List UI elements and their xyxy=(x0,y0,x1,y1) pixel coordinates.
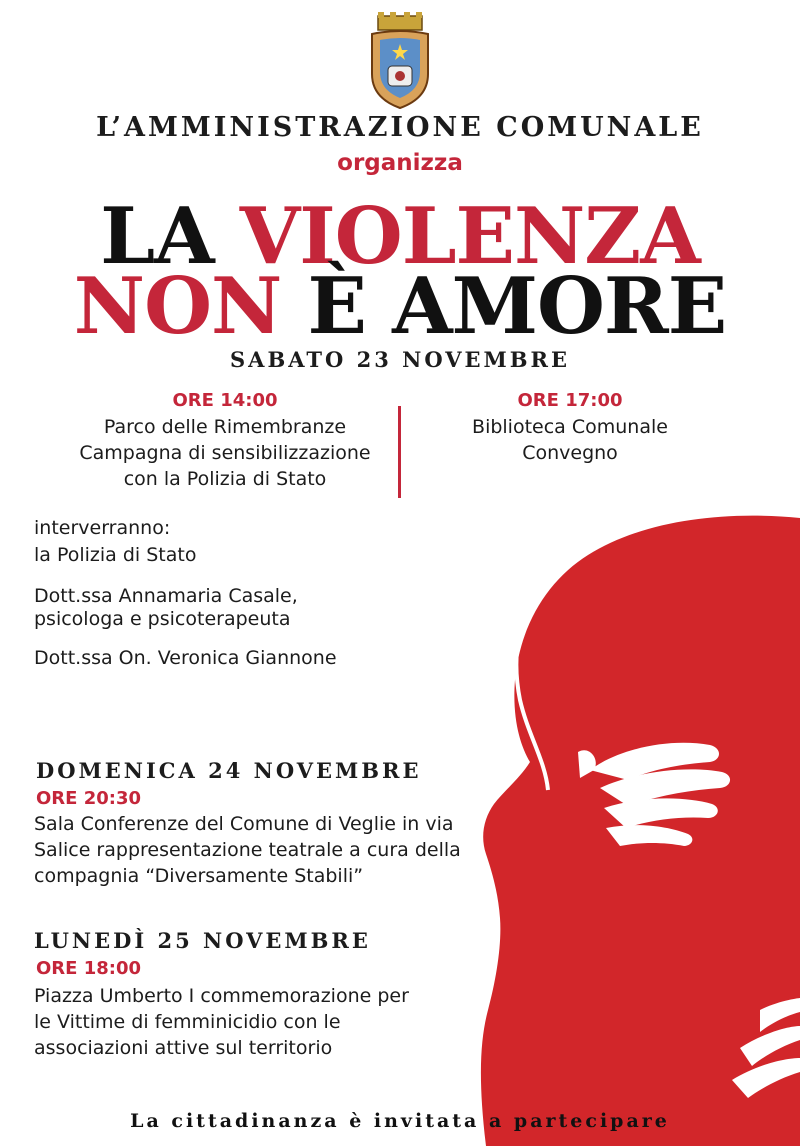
title-word-amore: AMORE xyxy=(392,261,727,352)
sunday-line: compagnia “Diversamente Stabili” xyxy=(34,865,364,887)
saturday-left-line: con la Polizia di Stato xyxy=(123,468,327,490)
sunday-line: Sala Conferenze del Comune di Veglie in via xyxy=(34,813,454,835)
speaker-role: psicologa e psicoterapeuta xyxy=(34,608,291,630)
title-word-e: È xyxy=(307,261,366,352)
monday-line: Piazza Umberto I commemorazione per xyxy=(34,985,409,1007)
saturday-right-line: Convegno xyxy=(522,442,618,464)
column-divider xyxy=(398,406,401,498)
saturday-event-left xyxy=(60,388,390,492)
saturday-left-line: Parco delle Rimembranze xyxy=(103,416,347,438)
title-word-non: NON xyxy=(73,261,282,352)
saturday-right-line: Biblioteca Comunale xyxy=(472,416,668,438)
speaker-item: la Polizia di Stato xyxy=(34,544,197,566)
title-word-violenza: VIOLENZA xyxy=(239,191,700,282)
coat-of-arms-icon xyxy=(364,12,436,110)
saturday-event-right xyxy=(440,388,700,466)
monday-time: ORE 18:00 xyxy=(36,958,142,979)
footer-invitation: La cittadinanza è invitata a partecipare xyxy=(130,1110,670,1132)
saturday-right-time: ORE 17:00 xyxy=(517,390,623,411)
sunday-time: ORE 20:30 xyxy=(36,788,142,809)
organizer-heading: L’AMMINISTRAZIONE COMUNALE xyxy=(96,112,704,143)
monday-line: associazioni attive sul territorio xyxy=(34,1037,333,1059)
saturday-left-time: ORE 14:00 xyxy=(172,390,278,411)
saturday-left-line: Campagna di sensibilizzazione xyxy=(79,442,371,464)
speaker-item: Dott.ssa Annamaria Casale, xyxy=(34,585,298,607)
saturday-date: SABATO 23 NOVEMBRE xyxy=(230,347,570,372)
monday-line: le Vittime di femminicidio con le xyxy=(34,1011,341,1033)
sunday-date: DOMENICA 24 NOVEMBRE xyxy=(36,758,422,783)
title-word-la: LA xyxy=(100,191,214,282)
speakers-intro: interverranno: xyxy=(34,517,171,539)
monday-date: LUNEDÌ 25 NOVEMBRE xyxy=(34,928,371,953)
sunday-line: Salice rappresentazione teatrale a cura della xyxy=(34,839,461,861)
title-line-2 xyxy=(0,261,800,352)
organizes-label: organizza xyxy=(337,150,463,176)
speaker-item: Dott.ssa On. Veronica Giannone xyxy=(34,647,337,669)
